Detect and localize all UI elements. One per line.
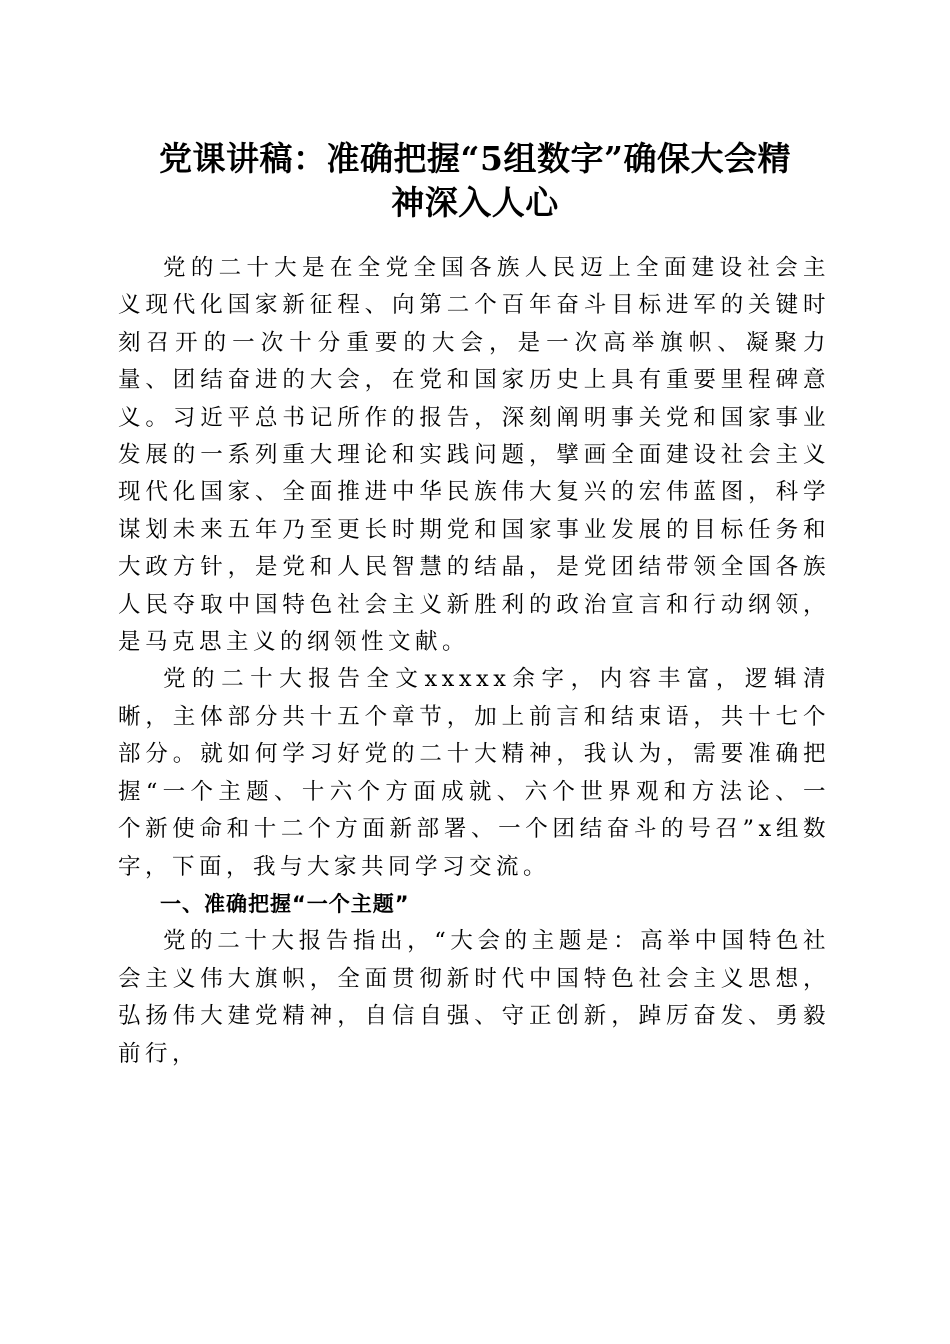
title-line-1: 党课讲稿：准确把握“5组数字”确保大会精 [159, 139, 791, 178]
title-line-2: 神深入人心 [391, 183, 559, 222]
document-body [118, 250, 830, 1073]
intro-paragraph: 党的二十大是在全党全国各族人民迈上全面建设社会主义现代化国家新征程、向第二个百年奋斗目标进军的关键时刻召开的一次十分重要的大会，是一次高举旗帜、凝聚力量、团结奋进的大会，在党和国家历史上具有重要里程碑意义。习近平总书记所作的报告，深刻阐明事关党和国家事业发展的一系列重大理论和实践问题，擘画全面建设社会主义现代化国家、全面推进中华民族伟大复兴的宏伟蓝图，科学谋划未来五年乃至更长时期党和国家事业发展的目标任务和大政方针，是党和人民智慧的结晶，是党团结带领全国各族人民夺取中国特色社会主义新胜利的政治宣言和行动纲领，是马克思主义的纲领性文献。 [118, 255, 830, 656]
overview-paragraph: 党的二十大报告全文xxxxx余字，内容丰富，逻辑清晰，主体部分共十五个章节，加上前言和结束语，共十七个部分。就如何学习好党的二十大精神，我认为，需要准确把握“一个主题、十六个方面成就、六个世界观和方法论、一个新使命和十二个方面新部署、一个团结奋斗的号召”x组数字，下面，我与大家共同学习交流。 [118, 666, 830, 880]
section-paragraph: 党的二十大报告指出，“大会的主题是：高举中国特色社会主义伟大旗帜，全面贯彻新时代中国特色社会主义思想，弘扬伟大建党精神，自信自强、守正创新，踔厉奋发、勇毅前行， [118, 928, 830, 1067]
section-heading: 一、准确把握“一个主题” [160, 891, 410, 916]
document-title [110, 137, 840, 225]
